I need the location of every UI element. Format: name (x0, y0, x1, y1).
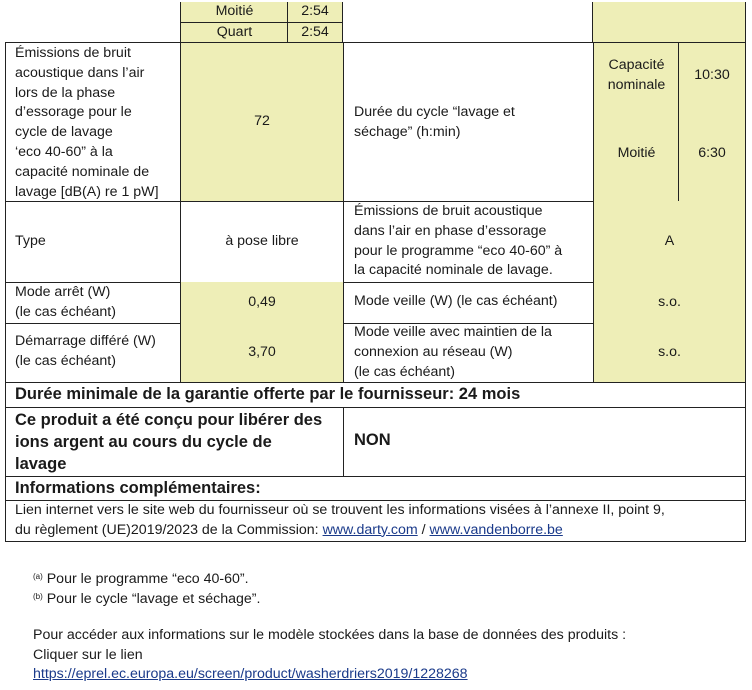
capacity-nominal-value-cell (678, 42, 746, 108)
delay-start-label: Démarrage différé (W) (le cas échéant) (15, 333, 156, 369)
standby-label-cell (343, 282, 593, 324)
off-mode-value-cell (180, 282, 343, 324)
partial-value: 2:54 (301, 3, 329, 20)
noise-label-cell (5, 42, 180, 202)
emission-label: Émissions de bruit acoustique dans l’air en phase d’essorage pour le programme “eco 40-60” à la capacité nominale de lavage. (354, 203, 563, 279)
partial-label: Moitié (215, 3, 254, 20)
capacity-half-label-cell (593, 107, 679, 202)
networked-standby-value: s.o. (658, 343, 681, 360)
capacity-nominal-label-cell (593, 42, 679, 108)
silver-value-cell (343, 407, 746, 477)
noise-value: 72 (254, 113, 270, 130)
empty-yellow-cell (593, 2, 746, 43)
standby-value-cell (593, 282, 746, 324)
capacity-nominal-label: Capacité nominale (607, 56, 666, 93)
standby-label: Mode veille (W) (le cas échéant) (354, 293, 558, 309)
vandenborre-link[interactable]: www.vandenborre.be (429, 521, 563, 538)
emission-class-cell (593, 201, 746, 283)
capacity-half-label: Moitié (617, 145, 656, 162)
off-mode-label-cell (5, 282, 180, 324)
emission-label-cell (343, 201, 593, 283)
warranty-text: Durée minimale de la garantie offerte par le fournisseur: 24 mois (15, 385, 521, 403)
partial-value: 2:54 (301, 24, 329, 41)
type-value-cell (180, 201, 343, 283)
networked-standby-label: Mode veille avec maintien de la connexion au réseau (W) (le cas échéant) (354, 324, 552, 380)
noise-label: Émissions de bruit acoustique dans l’air lors de la phase d’essorage pour le cycle de lavage ‘eco 40-60” à la capacité nominale de lavage [dB(A) re 1 pW] (15, 45, 159, 200)
silver-label-cell (5, 407, 343, 477)
empty-cell (343, 2, 593, 43)
cycle-duration-label: Durée du cycle “lavage et séchage” (h:min) (354, 104, 515, 140)
database-info: Pour accéder aux informations sur le modèle stockées dans la base de données des produits : Cliquer sur le lien https://eprel.ec.europa.eu/screen/product/washerdriers2019/1228268 (33, 627, 627, 682)
delay-start-value: 3,70 (248, 343, 276, 360)
delay-start-value-cell (180, 323, 343, 383)
capacity-half-value-cell (678, 107, 746, 202)
partial-label: Quart (216, 24, 253, 41)
partial-value-cell-2 (288, 22, 343, 43)
off-mode-label: Mode arrêt (W) (le cas échéant) (15, 284, 116, 320)
noise-value-cell (180, 42, 343, 202)
partial-value-cell-1 (288, 2, 343, 22)
footnote-b: $^{(b)}$ Pour le cycle “lavage et séchage”. (33, 591, 261, 607)
footnote-a: $^{(a)}$ Pour le programme “eco 40-60”. (33, 571, 249, 587)
delay-start-label-cell (5, 323, 180, 383)
cycle-duration-label-cell (343, 42, 593, 202)
capacity-nominal-value: 10:30 (694, 66, 730, 83)
additional-body-cell (5, 500, 746, 542)
type-label-cell (5, 201, 180, 283)
capacity-half-value: 6:30 (698, 145, 726, 162)
networked-standby-value-cell (593, 323, 746, 383)
partial-label-cell-2 (180, 22, 288, 43)
emission-class: A (664, 232, 675, 249)
partial-label-cell-1 (180, 2, 288, 22)
additional-heading-cell (5, 476, 746, 501)
networked-standby-label-cell (343, 323, 593, 383)
silver-label: Ce produit a été conçu pour libérer des ions argent au cours du cycle de lavage (15, 411, 323, 473)
silver-value: NON (354, 431, 391, 449)
type-label: Type (15, 233, 46, 249)
eprel-link[interactable]: https://eprel.ec.europa.eu/screen/product/washerdriers2019/1228268 (33, 666, 468, 682)
darty-link[interactable]: www.darty.com (322, 521, 418, 538)
warranty-cell (5, 382, 746, 408)
additional-body: Lien internet vers le site web du fournisseur où se trouvent les informations visées à l’annexe II, point 9, du règlement (UE)2019/2023 de la Commission: www.darty.com / www.vandenborre.be (15, 502, 665, 538)
off-mode-value: 0,49 (248, 293, 276, 310)
additional-heading: Informations complémentaires: (15, 479, 261, 497)
type-value: à pose libre (225, 232, 299, 249)
standby-value: s.o. (658, 293, 681, 310)
